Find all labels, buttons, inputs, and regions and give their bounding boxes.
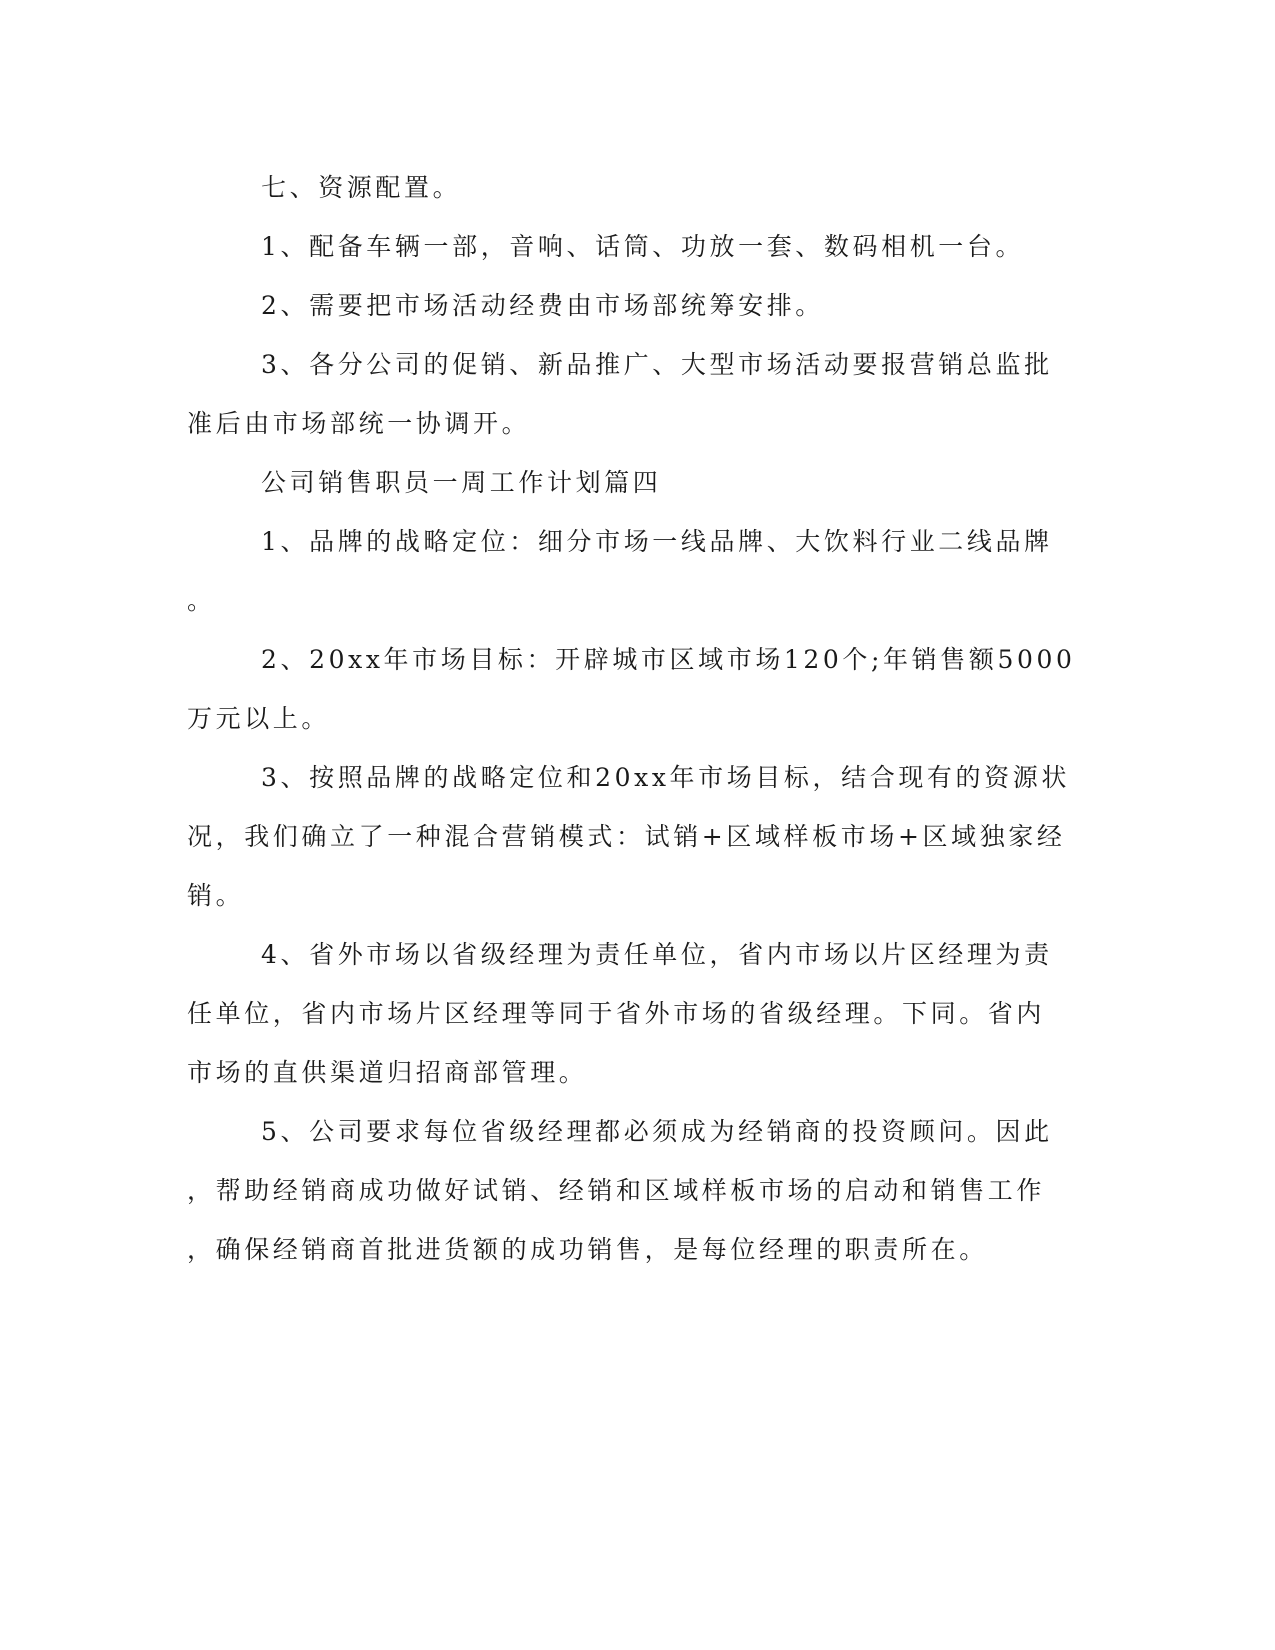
- text-line: 1、配备车辆一部，音响、话筒、功放一套、数码相机一台。: [261, 232, 1025, 261]
- text-line: 5、公司要求每位省级经理都必须成为经销商的投资顾问。因此: [261, 1117, 1053, 1146]
- text-line: 七、资源配置。: [261, 173, 462, 202]
- text-line: 4、省外市场以省级经理为责任单位，省内市场以片区经理为责: [261, 940, 1053, 969]
- text-line: 2、需要把市场活动经费由市场部统筹安排。: [261, 291, 824, 320]
- text-line: 公司销售职员一周工作计划篇四: [261, 468, 662, 497]
- resource-item-3: [187, 335, 1057, 453]
- text-line: 况，我们确立了一种混合营销模式：试销+区域样板市场+区域独家经: [187, 822, 1066, 851]
- plan-item-2: [187, 630, 1076, 748]
- text-line: 3、各分公司的促销、新品推广、大型市场活动要报营销总监批: [261, 350, 1053, 379]
- section-title-part-four: [187, 453, 1057, 512]
- plan-item-5: [187, 1102, 1057, 1279]
- text-line: 1、品牌的战略定位：细分市场一线品牌、大饮料行业二线品牌: [261, 527, 1053, 556]
- section-heading-resource-allocation: [187, 158, 1057, 217]
- text-line: ，帮助经销商成功做好试销、经销和区域样板市场的启动和销售工作: [187, 1176, 1046, 1205]
- document-body: [187, 158, 1076, 1279]
- plan-item-3: [187, 748, 1070, 925]
- text-line: 准后由市场部统一协调开。: [187, 409, 531, 438]
- text-line: 2、20xx年市场目标：开辟城市区域市场120个;年销售额5000: [261, 645, 1076, 674]
- text-line: 3、按照品牌的战略定位和20xx年市场目标，结合现有的资源状: [261, 763, 1070, 792]
- text-line: 万元以上。: [187, 704, 331, 733]
- resource-item-1: [187, 217, 1057, 276]
- plan-item-4: [187, 925, 1057, 1102]
- text-line: 。: [187, 586, 216, 615]
- plan-item-1: [187, 512, 1057, 630]
- text-line: ，确保经销商首批进货额的成功销售，是每位经理的职责所在。: [187, 1235, 988, 1264]
- text-line: 市场的直供渠道归招商部管理。: [187, 1058, 588, 1087]
- resource-item-2: [187, 276, 1057, 335]
- text-line: 任单位，省内市场片区经理等同于省外市场的省级经理。下同。省内: [187, 999, 1046, 1028]
- text-line: 销。: [187, 881, 245, 910]
